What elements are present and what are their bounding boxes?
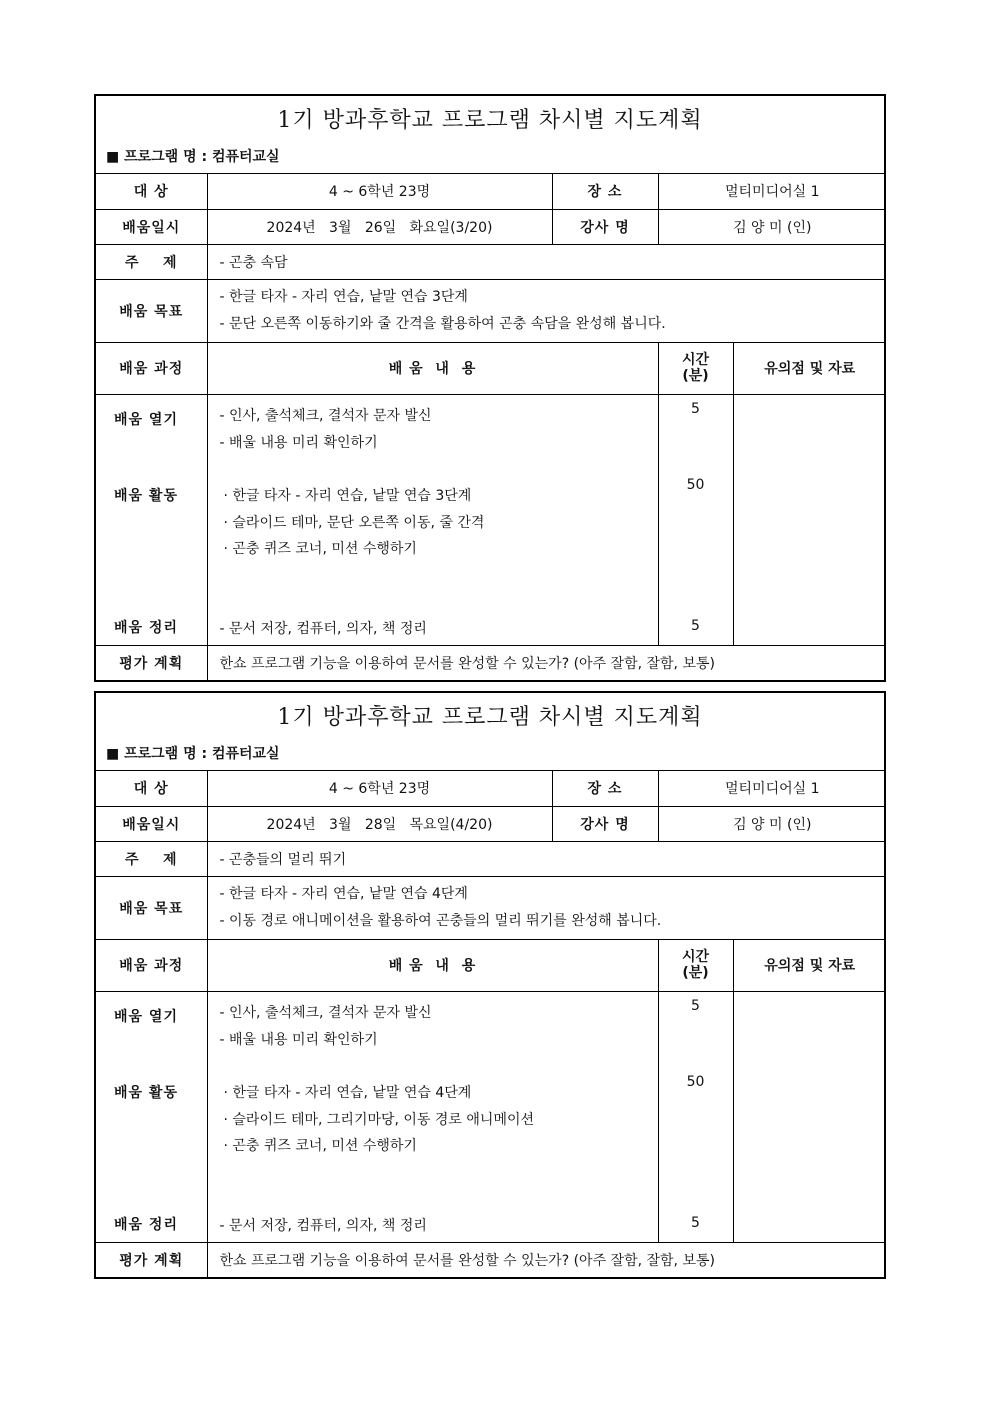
topic-value: - 곤충들의 멀리 뛰기 (207, 841, 886, 876)
eval-value: 한쇼 프로그램 기능을 이용하여 문서를 완성할 수 있는가? (아주 잘함, 잘함, 보통) (207, 1242, 886, 1277)
place-value: 멀티미디어실 1 (658, 771, 886, 806)
eval-label: 평가 계획 (96, 1242, 207, 1277)
target-label: 대 상 (96, 174, 207, 209)
goal-item: - 문단 오른쪽 이동하기와 줄 간격을 활용하여 곤충 속담을 완성해 봅니다. (219, 315, 666, 332)
target-value: 4 ~ 6학년 23명 (207, 771, 552, 806)
time-header: 시간 (분) (658, 342, 733, 394)
activity-item: · 곤충 퀴즈 코너, 미션 수행하기 (223, 1137, 417, 1154)
wrap-item: - 문서 저장, 컴퓨터, 의자, 책 정리 (219, 1217, 427, 1234)
stage-activity-label: 배움 활동 (114, 1084, 178, 1101)
goal-list (207, 279, 886, 342)
content-header: 배 움 내 용 (207, 939, 658, 991)
topic-value: - 곤충 속담 (207, 244, 886, 279)
goal-item: - 이동 경로 애니메이션을 활용하여 곤충들의 멀리 뛰기를 완성해 봅니다. (219, 912, 662, 929)
topic-label: 주 제 (96, 244, 207, 279)
program-name: ■ 프로그램 명 : 컴퓨터교실 (106, 746, 280, 762)
activity-item: · 슬라이드 테마, 문단 오른쪽 이동, 줄 간격 (223, 514, 485, 531)
goal-label: 배움 목표 (96, 279, 207, 342)
stage-wrap-label: 배움 정리 (114, 619, 178, 636)
goal-item: - 한글 타자 - 자리 연습, 낱말 연습 4단계 (219, 885, 468, 902)
activity-item: · 한글 타자 - 자리 연습, 낱말 연습 3단계 (223, 487, 472, 504)
stage-open-label: 배움 열기 (114, 1008, 178, 1025)
process-content (207, 394, 658, 645)
eval-value: 한쇼 프로그램 기능을 이용하여 문서를 완성할 수 있는가? (아주 잘함, 잘함, 보통) (207, 645, 886, 680)
topic-label: 주 제 (96, 841, 207, 876)
notes-header: 유의점 및 자료 (733, 939, 886, 991)
process-times (658, 394, 733, 645)
stage-activity-label: 배움 활동 (114, 487, 178, 504)
open-time: 5 (691, 997, 700, 1014)
process-stages (96, 991, 207, 1242)
lesson-plan-2 (94, 691, 886, 1279)
activity-item: · 슬라이드 테마, 그리기마당, 이동 경로 애니메이션 (223, 1111, 535, 1128)
open-item: - 배울 내용 미리 확인하기 (219, 434, 378, 451)
plan-header (96, 96, 884, 174)
goal-label: 배움 목표 (96, 876, 207, 939)
plan-title: 1기 방과후학교 프로그램 차시별 지도계획 (277, 705, 703, 730)
teacher-value: 김 양 미 (인) (658, 806, 886, 841)
plan-title: 1기 방과후학교 프로그램 차시별 지도계획 (277, 108, 703, 133)
process-content (207, 991, 658, 1242)
activity-item: · 한글 타자 - 자리 연습, 낱말 연습 4단계 (223, 1084, 472, 1101)
target-value: 4 ~ 6학년 23명 (207, 174, 552, 209)
teacher-label: 강사 명 (552, 806, 658, 841)
lesson-plan-1 (94, 94, 886, 682)
program-name: ■ 프로그램 명 : 컴퓨터교실 (106, 149, 280, 165)
content-header: 배 움 내 용 (207, 342, 658, 394)
open-item: - 인사, 출석체크, 결석자 문자 발신 (219, 1004, 432, 1021)
activity-time: 50 (686, 476, 705, 493)
date-value: 2024년 3월 28일 목요일(4/20) (207, 806, 552, 841)
teacher-label: 강사 명 (552, 209, 658, 244)
eval-label: 평가 계획 (96, 645, 207, 680)
plan-table (96, 771, 886, 1277)
activity-item: · 곤충 퀴즈 코너, 미션 수행하기 (223, 540, 417, 557)
place-label: 장 소 (552, 771, 658, 806)
date-label: 배움일시 (96, 209, 207, 244)
date-value: 2024년 3월 26일 화요일(3/20) (207, 209, 552, 244)
time-header: 시간 (분) (658, 939, 733, 991)
process-notes (733, 991, 886, 1242)
open-item: - 배울 내용 미리 확인하기 (219, 1031, 378, 1048)
process-notes (733, 394, 886, 645)
teacher-value: 김 양 미 (인) (658, 209, 886, 244)
stage-wrap-label: 배움 정리 (114, 1216, 178, 1233)
process-stages (96, 394, 207, 645)
place-value: 멀티미디어실 1 (658, 174, 886, 209)
notes-header: 유의점 및 자료 (733, 342, 886, 394)
plan-header (96, 693, 884, 771)
open-time: 5 (691, 400, 700, 417)
stage-open-label: 배움 열기 (114, 411, 178, 428)
wrap-time: 5 (691, 617, 700, 634)
wrap-time: 5 (691, 1214, 700, 1231)
activity-time: 50 (686, 1073, 705, 1090)
target-label: 대 상 (96, 771, 207, 806)
place-label: 장 소 (552, 174, 658, 209)
wrap-item: - 문서 저장, 컴퓨터, 의자, 책 정리 (219, 620, 427, 637)
goal-item: - 한글 타자 - 자리 연습, 낱말 연습 3단계 (219, 288, 468, 305)
process-times (658, 991, 733, 1242)
date-label: 배움일시 (96, 806, 207, 841)
process-header: 배움 과정 (96, 939, 207, 991)
process-header: 배움 과정 (96, 342, 207, 394)
plan-table (96, 174, 886, 680)
goal-list (207, 876, 886, 939)
open-item: - 인사, 출석체크, 결석자 문자 발신 (219, 407, 432, 424)
